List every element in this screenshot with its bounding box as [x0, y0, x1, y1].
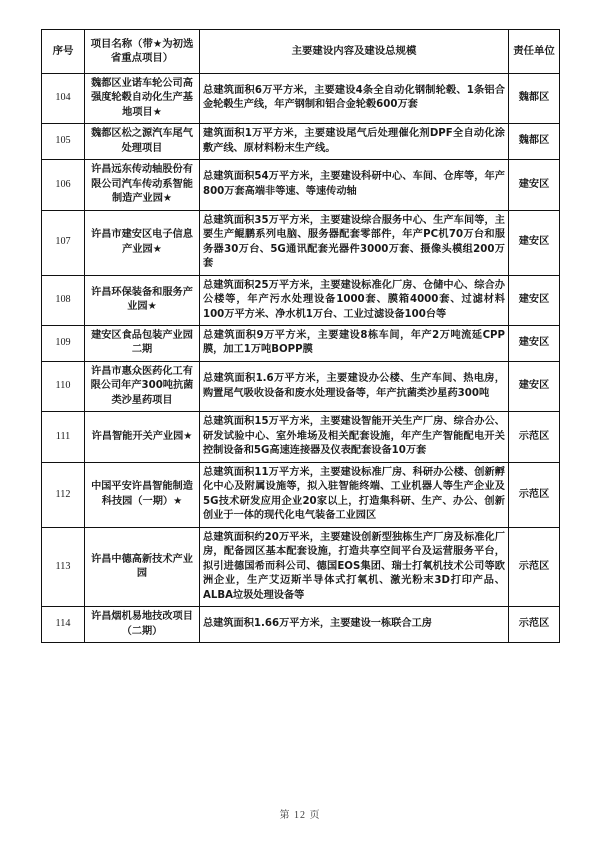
cell-construction-detail: 总建筑面积约20万平米，主要建设创新型独栋生产厂房及标准化厂房，配备园区基本配套设施，打造共享空间平台及运营服务平台，拟引进德国希而科公司、德国EOS集团、瑞士打氧机技术公司等欧洲企业，生产艾迈斯半导体式打氧机、激光粉末3D打印产品、ALBA垃圾处理设备等: [200, 527, 509, 606]
cell-responsible-unit: 示范区: [509, 412, 560, 462]
cell-responsible-unit: 建安区: [509, 210, 560, 275]
cell-responsible-unit: 示范区: [509, 462, 560, 527]
cell-construction-detail: 总建筑面积1.66万平方米，主要建设一栋联合工房: [200, 607, 509, 643]
cell-construction-detail: 总建筑面积6万平方米，主要建设4条全自动化钢制轮毂、1条铝合金轮毂生产线，年产钢制和铝合金轮毂600万套: [200, 73, 509, 123]
cell-sequence-number: 111: [42, 412, 85, 462]
cell-project-name: 许昌中德高新技术产业园: [85, 527, 200, 606]
column-header-construction-detail: 主要建设内容及建设总规模: [200, 30, 509, 74]
column-header-responsible-unit: 责任单位: [509, 30, 560, 74]
column-header-project-name: 项目名称（带★为初选省重点项目）: [85, 30, 200, 74]
cell-sequence-number: 112: [42, 462, 85, 527]
page-footer: 第 12 页: [279, 810, 321, 821]
cell-project-name: 魏都区松之源汽车尾气处理项目: [85, 124, 200, 160]
cell-responsible-unit: 建安区: [509, 160, 560, 210]
table-row: [42, 607, 560, 643]
cell-responsible-unit: 魏都区: [509, 73, 560, 123]
table-row: [42, 160, 560, 210]
table-body: [42, 73, 560, 642]
cell-sequence-number: 109: [42, 325, 85, 361]
project-table-container: [41, 29, 559, 643]
cell-project-name: 许昌烟机易地技改项目（二期）: [85, 607, 200, 643]
cell-sequence-number: 104: [42, 73, 85, 123]
cell-sequence-number: 113: [42, 527, 85, 606]
project-table: [41, 29, 560, 643]
table-row: [42, 73, 560, 123]
cell-responsible-unit: 建安区: [509, 325, 560, 361]
table-header: [42, 30, 560, 74]
table-row: [42, 275, 560, 325]
cell-responsible-unit: 示范区: [509, 527, 560, 606]
column-header-seq: 序号: [42, 30, 85, 74]
table-row: [42, 462, 560, 527]
table-header-row: [42, 30, 560, 74]
cell-responsible-unit: 示范区: [509, 607, 560, 643]
table-row: [42, 325, 560, 361]
cell-responsible-unit: 魏都区: [509, 124, 560, 160]
table-row: [42, 412, 560, 462]
table-row: [42, 361, 560, 411]
cell-project-name: 许昌智能开关产业园★: [85, 412, 200, 462]
cell-sequence-number: 108: [42, 275, 85, 325]
cell-project-name: 许昌远东传动轴股份有限公司汽车传动系智能制造产业园★: [85, 160, 200, 210]
cell-project-name: 魏都区业诺车轮公司高强度轮毂自动化生产基地项目★: [85, 73, 200, 123]
cell-sequence-number: 106: [42, 160, 85, 210]
cell-construction-detail: 总建筑面积9万平方米，主要建设8栋车间，年产2万吨流延CPP膜，加工1万吨BOPP膜: [200, 325, 509, 361]
cell-project-name: 许昌市惠众医药化工有限公司年产300吨抗菌类沙星药项目: [85, 361, 200, 411]
cell-project-name: 建安区食品包装产业园二期: [85, 325, 200, 361]
table-row: [42, 210, 560, 275]
cell-construction-detail: 总建筑面积1.6万平方米，主要建设办公楼、生产车间、热电房，购置尾气吸收设备和废水处理设备等，年产抗菌类沙星药300吨: [200, 361, 509, 411]
table-row: [42, 124, 560, 160]
cell-responsible-unit: 建安区: [509, 361, 560, 411]
cell-construction-detail: 建筑面积1万平方米，主要建设尾气后处理催化剂DPF全自动化涂敷产线、原材料粉末生产线。: [200, 124, 509, 160]
cell-construction-detail: 总建筑面积54万平方米，主要建设科研中心、车间、仓库等，年产800万套高端非等速、等速传动轴: [200, 160, 509, 210]
table-row: [42, 527, 560, 606]
cell-sequence-number: 110: [42, 361, 85, 411]
cell-construction-detail: 总建筑面积11万平方米，主要建设标准厂房、科研办公楼、创新孵化中心及附属设施等，拟入驻智能终端、工业机器人等生产企业及5G技术研发应用企业20家以上，打造集科研、生产、办公、创新创业于一体的现代化电气装备工业园区: [200, 462, 509, 527]
cell-sequence-number: 105: [42, 124, 85, 160]
cell-sequence-number: 114: [42, 607, 85, 643]
cell-responsible-unit: 建安区: [509, 275, 560, 325]
cell-project-name: 中国平安许昌智能制造科技园（一期）★: [85, 462, 200, 527]
cell-project-name: 许昌市建安区电子信息产业园★: [85, 210, 200, 275]
cell-sequence-number: 107: [42, 210, 85, 275]
cell-construction-detail: 总建筑面积35万平方米，主要建设综合服务中心、生产车间等，主要生产鲲鹏系列电脑、服务器配套零部件，年产PC机70万台和服务器30万台、5G通讯配套光器件3000万套、摄像头模组200万套: [200, 210, 509, 275]
cell-construction-detail: 总建筑面积15万平方米，主要建设智能开关生产厂房、综合办公、研发试验中心、室外堆场及相关配套设施，年产生产智能配电开关控制设备和5G高速连接器及仪表配套设备10万套: [200, 412, 509, 462]
cell-project-name: 许昌环保装备和服务产业园★: [85, 275, 200, 325]
cell-construction-detail: 总建筑面积25万平方米，主要建设标准化厂房、仓储中心、综合办公楼等，年产污水处理设备1000套、膜箱4000套、过滤材料100万平方米、净水机1万台、工业过滤设备100台等: [200, 275, 509, 325]
